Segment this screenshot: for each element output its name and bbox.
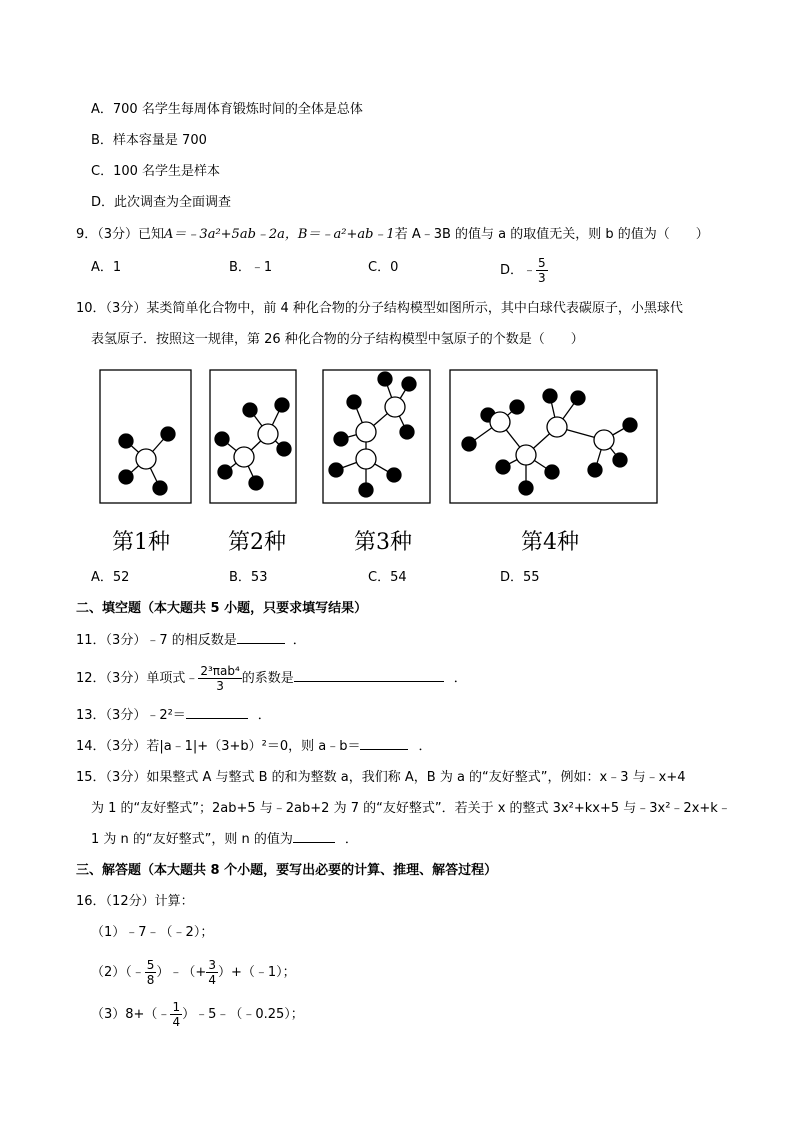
part-3-prefix: （3）8+（﹣ xyxy=(91,1007,171,1022)
fraction-denominator: 3 xyxy=(216,679,224,693)
q9-option-c: C．0 xyxy=(368,260,399,275)
question-13-end: ． xyxy=(257,708,271,723)
question-12-fraction xyxy=(198,664,241,693)
question-14 xyxy=(76,737,431,757)
answer-blank xyxy=(237,631,285,644)
figure-caption-1: 第1种 xyxy=(112,530,170,555)
question-11 xyxy=(76,631,306,651)
section-2-heading: 二、填空题（本大题共 5 小题，只要求填写结果） xyxy=(76,601,368,616)
fraction-numerator: 3 xyxy=(208,958,216,972)
answer-blank xyxy=(293,830,335,843)
question-9-prefix: 9．（3分）已知 xyxy=(76,227,165,242)
question-16-title: 16．（12分）计算： xyxy=(76,894,194,909)
question-9-middle: 若 A﹣3B 的值与 a 的取值无关，则 b 的值为（ ） xyxy=(394,227,709,242)
question-12-prefix: 12．（3分）单项式﹣ xyxy=(76,671,199,686)
option-c: C．100 名学生是样本 xyxy=(91,164,221,179)
part-2-fraction-2 xyxy=(206,958,218,987)
fraction-numerator: 1 xyxy=(172,1000,181,1014)
question-15-end: ． xyxy=(344,832,358,847)
question-16-part-2 xyxy=(91,958,296,987)
fraction-numerator: 5 xyxy=(146,958,155,972)
q9-option-d-prefix: D．﹣ xyxy=(500,263,537,278)
fraction-numerator: 5 xyxy=(538,256,546,270)
molecule-box-1 xyxy=(100,370,191,503)
figure-caption-4: 第4种 xyxy=(521,530,579,555)
q9-option-d xyxy=(500,256,548,285)
part-2-fraction-1 xyxy=(145,958,157,987)
answer-blank xyxy=(186,706,248,719)
part-2-middle: ）﹣（+ xyxy=(156,965,207,980)
question-15-line2: 为 1 的“友好整式”；2ab+5 与﹣2ab+2 为 7 的“友好整式”．若关于 x 的整式 3x²+kx+5 与﹣3x²﹣2x+k﹣ xyxy=(91,801,731,816)
question-14-end: ． xyxy=(418,739,432,754)
fraction-numerator: 2³πab⁴ xyxy=(200,664,240,678)
q10-option-c: C．54 xyxy=(368,570,407,585)
question-16-part-3 xyxy=(91,1000,304,1029)
q10-option-d: D．55 xyxy=(500,570,540,585)
molecule-3 xyxy=(329,372,416,497)
question-11-text: 11．（3分）﹣7 的相反数是 xyxy=(76,633,237,648)
option-d: D．此次调查为全面调查 xyxy=(91,195,232,210)
answer-blank xyxy=(360,737,408,750)
question-10-line1: 10．（3分）某类简单化合物中，前 4 种化合物的分子结构模型如图所示，其中白球代表碳原子，小黑球代 xyxy=(76,301,683,316)
question-15-line3-text: 1 为 n 的“友好整式”，则 n 的值为 xyxy=(91,832,293,847)
section-3-heading: 三、解答题（本大题共 8 个小题，要写出必要的计算、推理、解答过程） xyxy=(76,863,498,878)
question-14-text: 14．（3分）若|a﹣1|+（3+b）²＝0，则 a﹣b＝ xyxy=(76,739,361,754)
q10-option-a: A．52 xyxy=(91,570,130,585)
question-9-expr: A＝﹣3a²+5ab﹣2a，B＝﹣a²+ab﹣1 xyxy=(164,227,395,242)
fraction-denominator: 4 xyxy=(208,973,216,987)
part-2-suffix: ）+（﹣1）； xyxy=(217,965,296,980)
fraction-denominator: 8 xyxy=(146,973,155,987)
question-15-line1: 15．（3分）如果整式 A 与整式 B 的和为整数 a，我们称 A，B 为 a 的“友好整式”，例如：x﹣3 与﹣x+4 xyxy=(76,770,686,785)
question-16-part-1: （1）﹣7﹣（﹣2）； xyxy=(91,925,214,940)
question-13 xyxy=(76,706,271,726)
figure-caption-2: 第2种 xyxy=(228,530,286,555)
q9-option-a: A．1 xyxy=(91,260,122,275)
option-a: A．700 名学生每周体育锻炼时间的全体是总体 xyxy=(91,102,363,117)
molecule-2 xyxy=(215,398,291,490)
question-15-line3 xyxy=(91,830,358,850)
answer-blank xyxy=(294,669,444,682)
question-12 xyxy=(76,664,467,693)
question-10-line2: 表氢原子．按照这一规律，第 26 种化合物的分子结构模型中氢原子的个数是（ ） xyxy=(91,332,584,347)
fraction-denominator: 3 xyxy=(538,271,546,285)
molecule-1 xyxy=(119,427,175,495)
question-12-suffix: 的系数是 xyxy=(241,671,294,686)
part-3-suffix: ）﹣5﹣（﹣0.25）； xyxy=(182,1007,304,1022)
fraction-denominator: 4 xyxy=(172,1015,181,1029)
part-3-fraction xyxy=(170,1000,182,1029)
option-b: B．样本容量是 700 xyxy=(91,133,207,148)
question-12-end: ． xyxy=(453,671,467,686)
question-9 xyxy=(76,225,709,245)
q10-option-b: B．53 xyxy=(229,570,268,585)
molecule-4 xyxy=(462,389,637,495)
figure-caption-3: 第3种 xyxy=(354,530,412,555)
q9-option-b: B．﹣1 xyxy=(229,260,273,275)
question-11-end: ． xyxy=(292,633,306,648)
question-13-text: 13．（3分）﹣2²＝ xyxy=(76,708,186,723)
part-2-prefix: （2）（﹣ xyxy=(91,965,145,980)
q9-option-d-fraction xyxy=(536,256,548,285)
